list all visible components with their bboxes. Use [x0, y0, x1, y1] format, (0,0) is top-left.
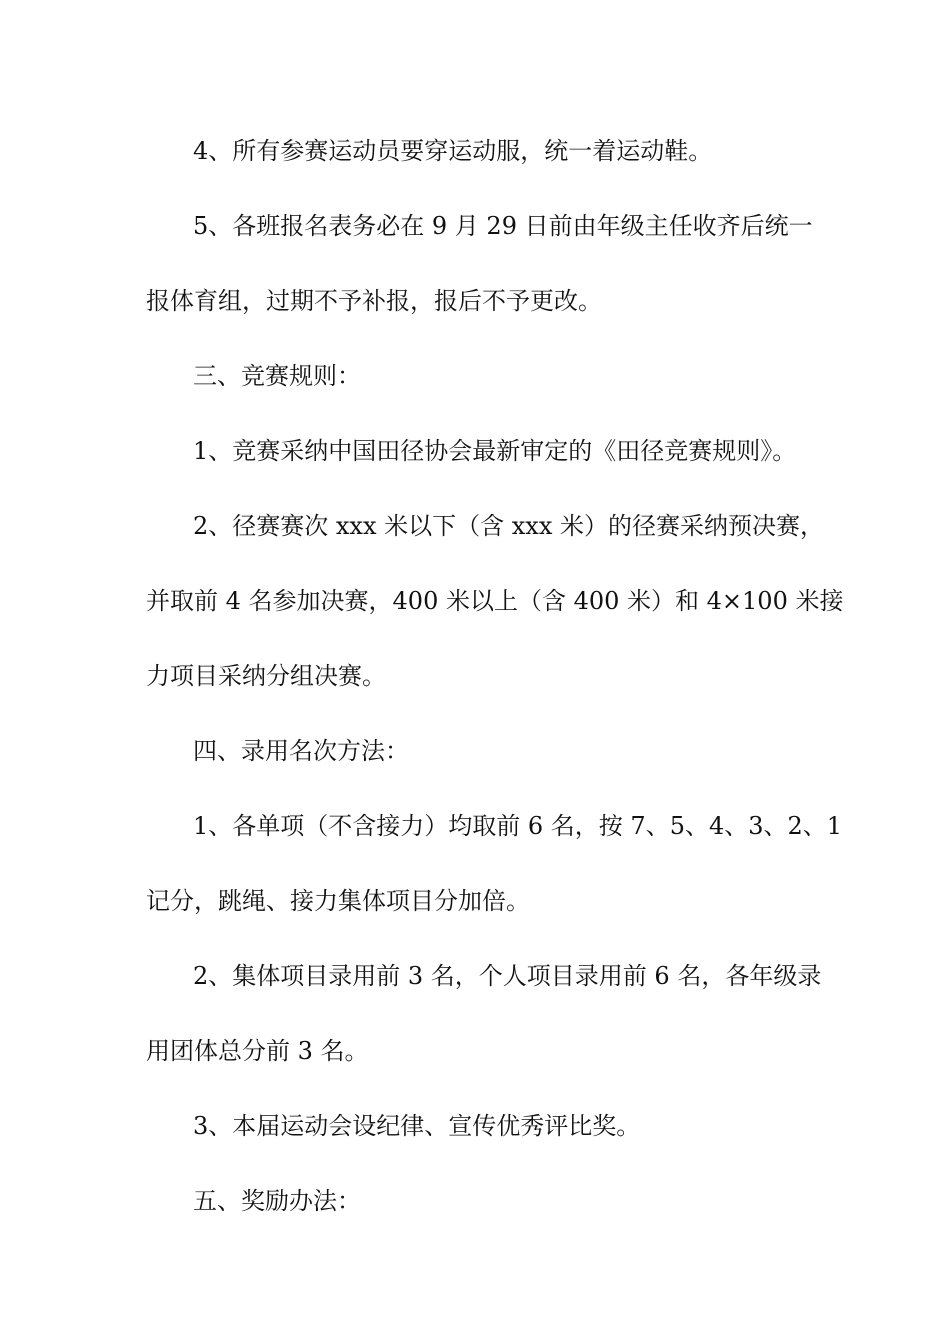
- rule-1-athletics-regulations: 1、竞赛采纳中国田径协会最新审定的《田径竞赛规则》。: [193, 437, 797, 465]
- item-4-athlete-attire: 4、所有参赛运动员要穿运动服，统一着运动鞋。: [193, 137, 713, 165]
- ranking-3-discipline-award: 3、本届运动会设纪律、宣传优秀评比奖。: [193, 1112, 641, 1140]
- ranking-1-individual-events-continued: 记分，跳绳、接力集体项目分加倍。: [146, 887, 530, 915]
- item-5-registration-deadline: 5、各班报名表务必在 9 月 29 日前由年级主任收齐后统一: [193, 212, 813, 240]
- rule-2-track-heats-end: 力项目采纳分组决赛。: [146, 662, 386, 690]
- ranking-2-group-events-continued: 用团体总分前 3 名。: [146, 1037, 369, 1065]
- section-heading-awards: 五、奖励办法：: [193, 1187, 361, 1215]
- item-5-registration-continued: 报体育组，过期不予补报，报后不予更改。: [146, 287, 602, 315]
- rule-2-track-heats-continued: 并取前 4 名参加决赛，400 米以上（含 400 米）和 4×100 米接: [146, 587, 844, 615]
- ranking-2-group-events: 2、集体项目录用前 3 名，个人项目录用前 6 名，各年级录: [193, 962, 822, 990]
- section-heading-competition-rules: 三、竞赛规则：: [193, 362, 361, 390]
- ranking-1-individual-events: 1、各单项（不含接力）均取前 6 名，按 7、5、4、3、2、1: [193, 812, 843, 840]
- section-heading-ranking-method: 四、录用名次方法：: [193, 737, 409, 765]
- rule-2-track-heats: 2、径赛赛次 xxx 米以下（含 xxx 米）的径赛采纳预决赛，: [193, 512, 824, 540]
